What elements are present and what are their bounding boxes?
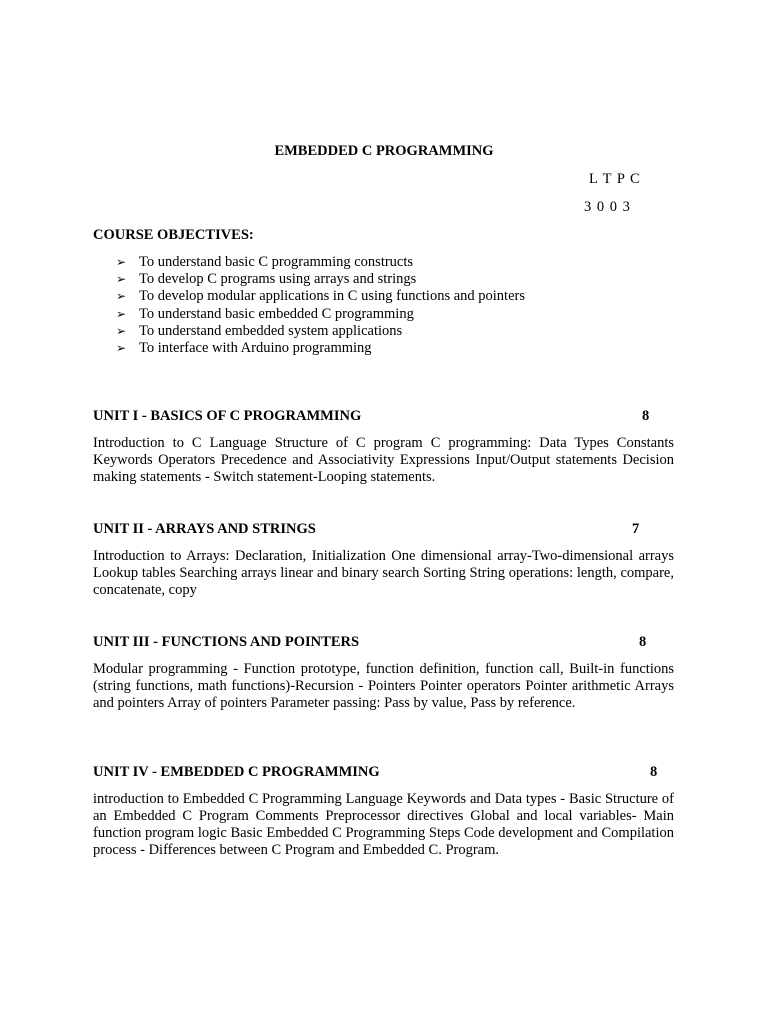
list-item bbox=[116, 306, 525, 323]
objective-text: To understand basic embedded C programming bbox=[139, 305, 414, 322]
unit-description: Modular programming - Function prototype, function definition, function call, Built-in functions (string functions, math functions)-Recursion - Pointers Pointer operators Pointer arithmetic Arrays and pointers Array of pointers Parameter passing: Pass by value, Pass by reference. bbox=[93, 661, 674, 711]
unit-heading: UNIT II - ARRAYS AND STRINGS bbox=[93, 521, 316, 537]
course-title: EMBEDDED C PROGRAMMING bbox=[274, 143, 494, 159]
unit-hours: 7 bbox=[632, 521, 640, 537]
unit-heading-row bbox=[93, 764, 674, 781]
unit-heading-row bbox=[93, 521, 674, 538]
list-item bbox=[116, 340, 525, 357]
ltpc-header: L T P C bbox=[589, 171, 641, 187]
unit-heading-row bbox=[93, 408, 674, 425]
list-item bbox=[116, 271, 525, 288]
unit-description: Introduction to Arrays: Declaration, Initialization One dimensional array-Two-dimensional arrays Lookup tables Searching arrays linear and binary search Sorting String operations: length, compare, concatenate, copy bbox=[93, 548, 674, 598]
unit-description: Introduction to C Language Structure of C program C programming: Data Types Constants Keywords Operators Precedence and Associativity Expressions Input/Output statements Decision making statements - Switch statement-Looping statements. bbox=[93, 435, 674, 485]
unit-heading-row bbox=[93, 634, 674, 651]
arrow-bullet-icon: ➢ bbox=[116, 255, 127, 269]
ltpc-values: 3 0 0 3 bbox=[584, 199, 631, 215]
arrow-bullet-icon: ➢ bbox=[116, 272, 127, 287]
objective-text: To develop modular applications in C using functions and pointers bbox=[139, 288, 525, 305]
list-item bbox=[116, 323, 525, 340]
arrow-bullet-icon: ➢ bbox=[116, 323, 127, 338]
unit-hours: 8 bbox=[639, 634, 647, 650]
unit-hours: 8 bbox=[650, 764, 658, 780]
unit-heading: UNIT IV - EMBEDDED C PROGRAMMING bbox=[93, 764, 380, 780]
arrow-bullet-icon: ➢ bbox=[116, 289, 127, 304]
objective-text: To understand basic C programming constructs bbox=[139, 254, 414, 270]
objective-text: To understand embedded system applications bbox=[139, 322, 403, 339]
unit-heading: UNIT I - BASICS OF C PROGRAMMING bbox=[93, 408, 362, 424]
objectives-list bbox=[116, 254, 525, 357]
unit-section-4 bbox=[93, 764, 674, 859]
list-item bbox=[116, 288, 525, 305]
unit-heading: UNIT III - FUNCTIONS AND POINTERS bbox=[93, 634, 360, 650]
unit-section-2 bbox=[93, 521, 674, 599]
unit-hours: 8 bbox=[642, 408, 650, 424]
objective-text: To interface with Arduino programming bbox=[139, 340, 372, 357]
objective-text: To develop C programs using arrays and strings bbox=[139, 271, 417, 288]
objectives-heading: COURSE OBJECTIVES: bbox=[93, 227, 254, 243]
arrow-bullet-icon: ➢ bbox=[116, 341, 127, 356]
unit-section-1 bbox=[93, 408, 674, 486]
unit-section-3 bbox=[93, 634, 674, 712]
arrow-bullet-icon: ➢ bbox=[116, 306, 127, 321]
unit-description: introduction to Embedded C Programming Language Keywords and Data types - Basic Structure of an Embedded C Program Comments Preprocessor directives Global and local variables- Main function program logic Basic Embedded C Programming Steps Code development and Compilation process - Differences between C Program and Embedded C. Program. bbox=[93, 791, 674, 858]
list-item bbox=[116, 254, 525, 271]
